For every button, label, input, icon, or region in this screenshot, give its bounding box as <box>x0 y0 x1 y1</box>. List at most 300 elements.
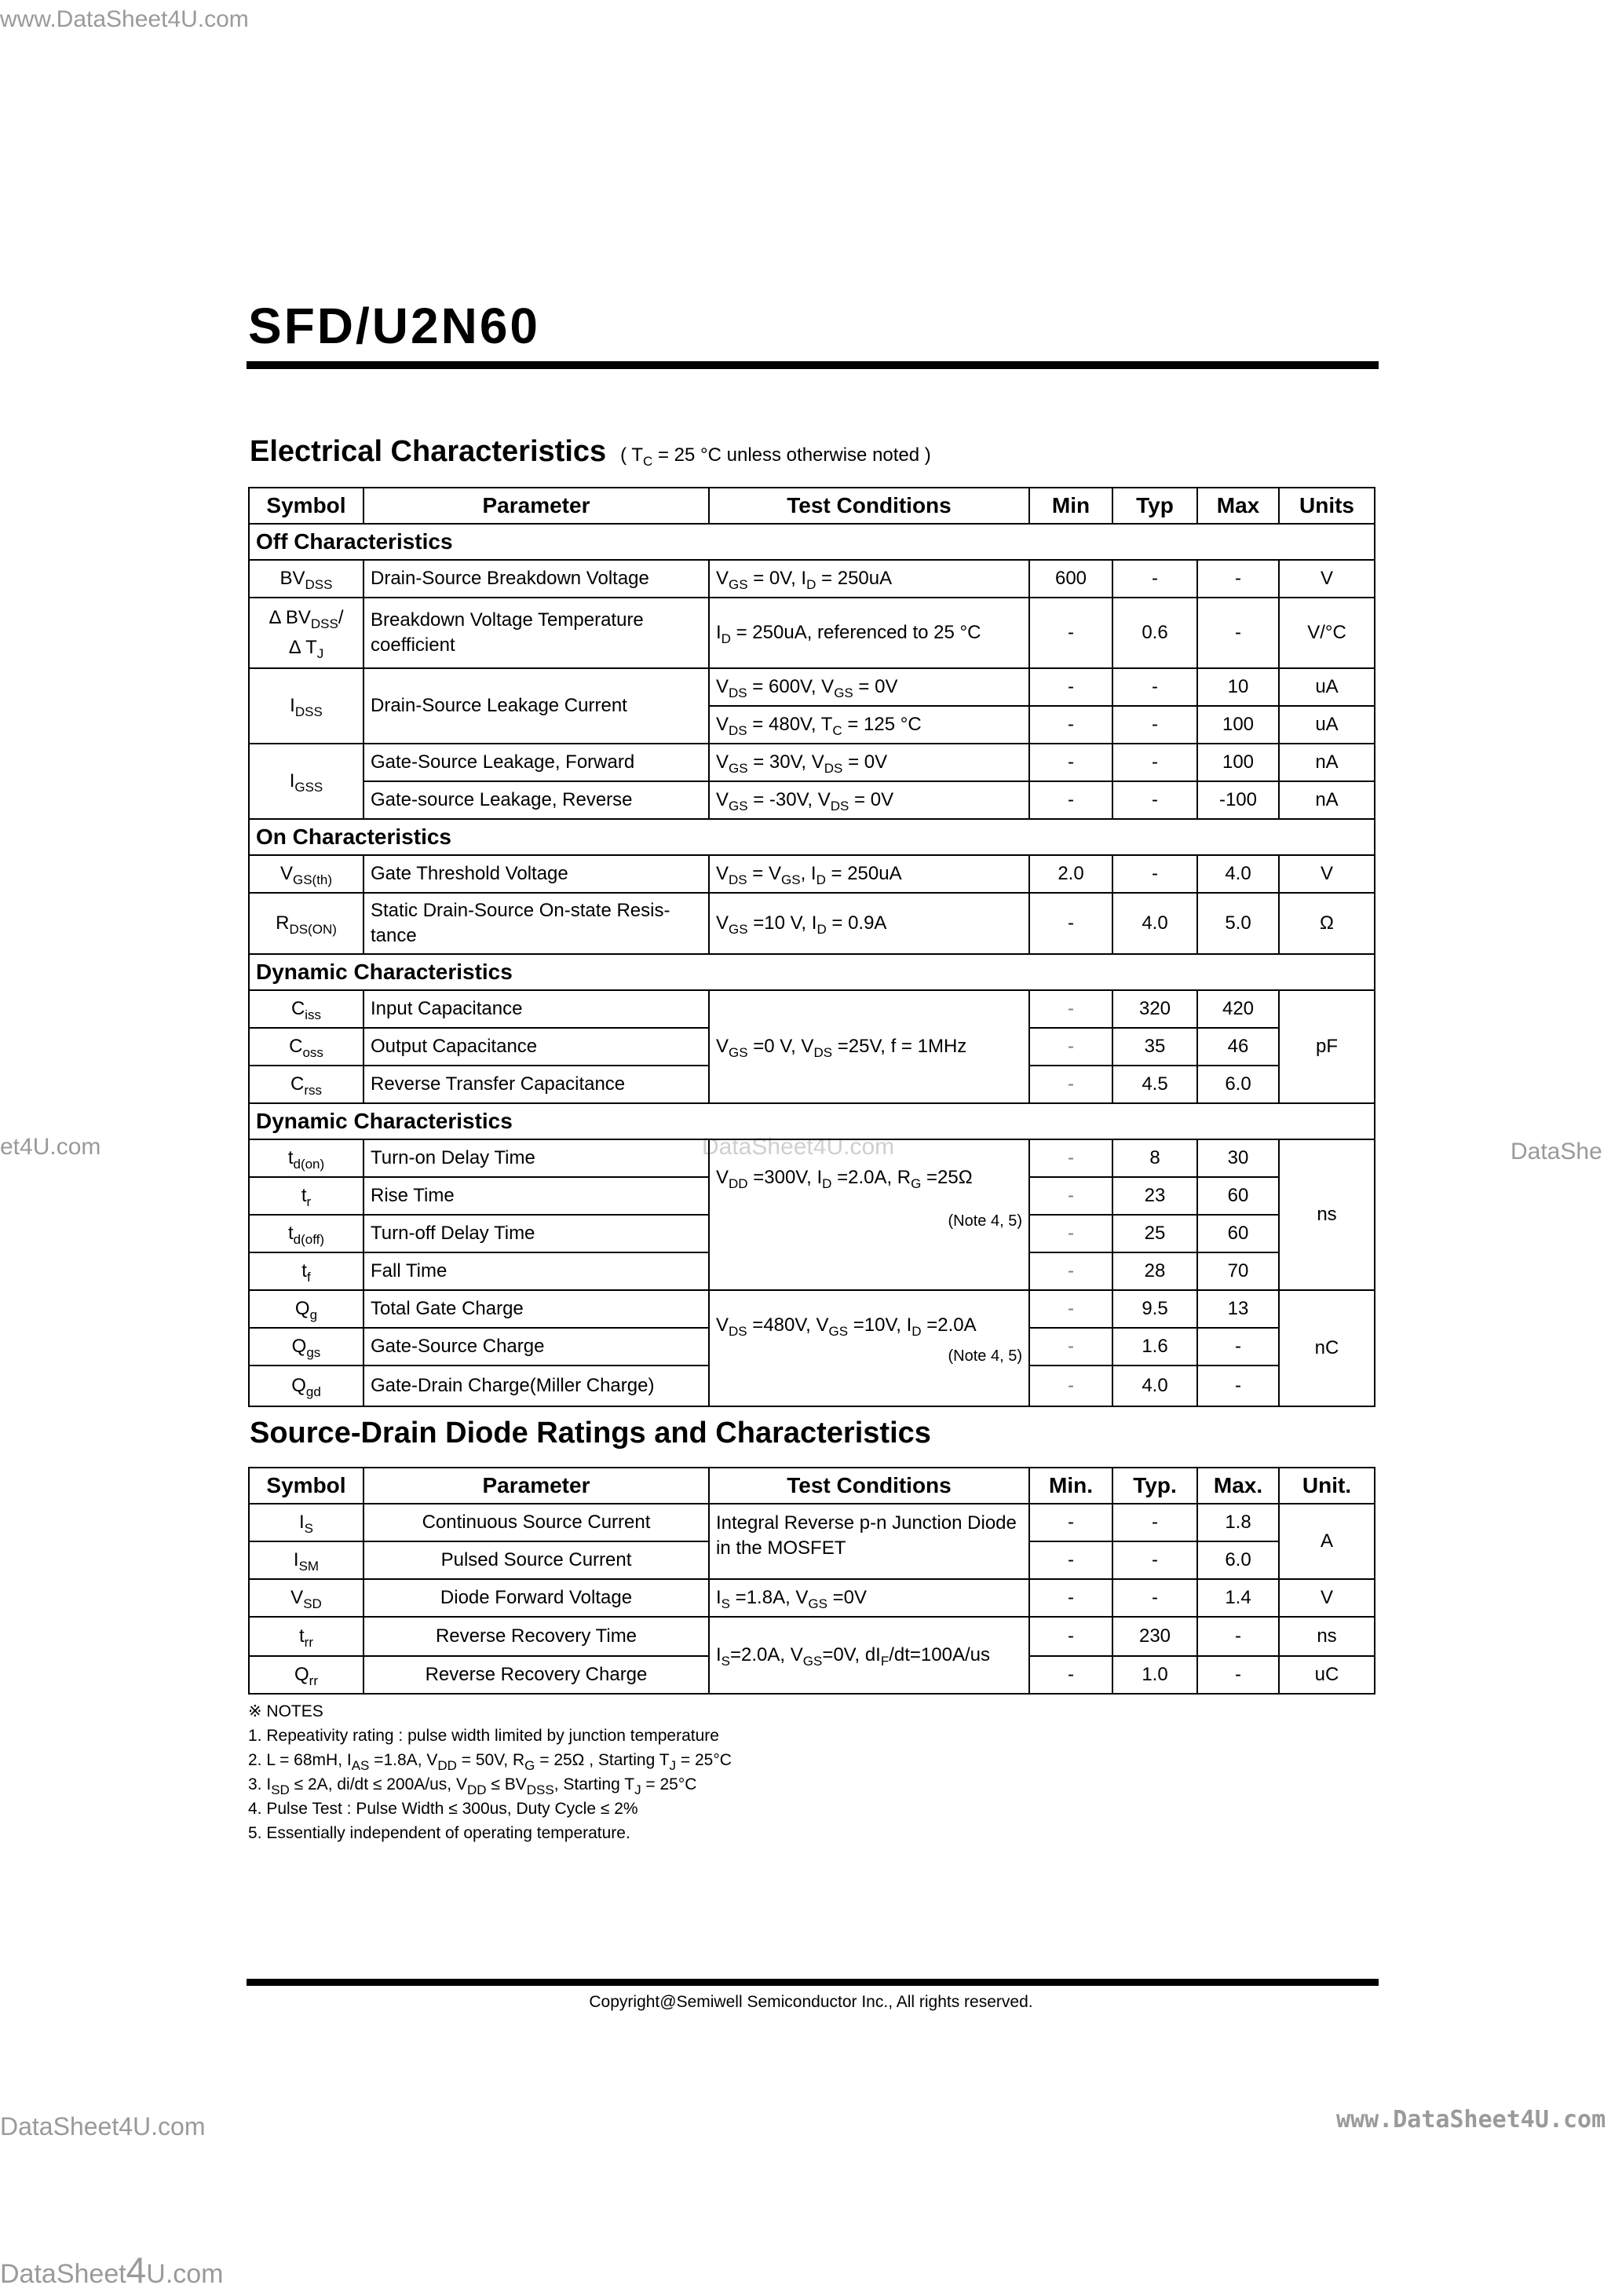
symbol-cell <box>249 1541 363 1579</box>
typ-cell: - <box>1112 668 1197 706</box>
col-min: Min. <box>1029 1468 1112 1504</box>
symbol-cell <box>249 1177 363 1215</box>
ts: DD <box>729 1176 748 1191</box>
ts: S <box>721 1596 731 1611</box>
sym-sub: oss <box>302 1045 323 1060</box>
table-row <box>249 781 1375 819</box>
sym-sub: iss <box>305 1007 322 1022</box>
ts: D <box>822 1176 832 1191</box>
sym-sub: GS(th) <box>292 872 333 887</box>
t: , Starting T <box>553 1775 635 1793</box>
col-typ: Typ <box>1112 488 1197 524</box>
electrical-table <box>248 487 1375 1407</box>
ts: DS <box>813 1045 833 1060</box>
sym-sub: d(off) <box>293 1232 325 1247</box>
t: =1.8A, V <box>730 1587 809 1608</box>
unit-cell: uA <box>1279 706 1375 744</box>
symbol-cell <box>249 1066 363 1103</box>
typ-cell: - <box>1112 560 1197 598</box>
t: I <box>716 1587 721 1608</box>
ts: DS <box>729 1324 747 1339</box>
test-cell <box>709 1579 1029 1617</box>
ts: C <box>832 723 842 738</box>
sym: I <box>293 1549 299 1570</box>
sym: t <box>301 1185 307 1206</box>
typ-cell: - <box>1112 781 1197 819</box>
max-cell: 100 <box>1197 706 1279 744</box>
t: =0 V, V <box>747 1036 814 1057</box>
notes-block <box>248 1699 732 1845</box>
sym: Q <box>291 1336 307 1357</box>
typ-cell: 230 <box>1112 1617 1197 1656</box>
t: 3. I <box>248 1775 272 1793</box>
table-row <box>249 1504 1375 1541</box>
min-cell: - <box>1029 1290 1112 1328</box>
test-cell: Integral Reverse p-n Junction Diode in the MOSFET <box>709 1504 1029 1579</box>
sym: R <box>276 912 290 934</box>
t: ≤ BV <box>486 1775 527 1793</box>
typ-cell: - <box>1112 706 1197 744</box>
col-max: Max <box>1197 488 1279 524</box>
symbol-cell <box>249 1028 363 1066</box>
t: I <box>716 622 721 643</box>
max-cell: 1.4 <box>1197 1579 1279 1617</box>
sym: Δ BV <box>269 607 311 628</box>
max-cell: - <box>1197 1656 1279 1694</box>
max-cell: 6.0 <box>1197 1541 1279 1579</box>
max-cell: - <box>1197 1617 1279 1656</box>
typ-cell: - <box>1112 1504 1197 1541</box>
t: = 125 °C <box>842 714 922 735</box>
test-cell <box>709 744 1029 781</box>
symbol-cell <box>249 1656 363 1694</box>
note-ref: (Note 4, 5) <box>948 1347 1022 1365</box>
param-cell: Gate-Drain Charge(Miller Charge) <box>363 1366 709 1406</box>
table-header-row <box>249 1468 1375 1504</box>
test-cell <box>709 668 1029 706</box>
ts: GS <box>802 1654 823 1669</box>
max-cell: 5.0 <box>1197 893 1279 954</box>
symbol-cell <box>249 1290 363 1328</box>
param-cell: Continuous Source Current <box>363 1504 709 1541</box>
col-parameter: Parameter <box>363 488 709 524</box>
t: V <box>716 751 729 773</box>
sym: V <box>279 863 293 884</box>
t: = 0V <box>849 789 894 810</box>
sym: I <box>298 1512 305 1533</box>
ts: G <box>524 1758 535 1773</box>
t: = 250uA, referenced to 25 °C <box>730 622 981 643</box>
sym-sub: SD <box>303 1596 322 1611</box>
t: V <box>716 568 729 589</box>
section-dynamic-1: Dynamic Characteristics <box>249 954 1375 990</box>
min-cell: - <box>1029 668 1112 706</box>
test-cell <box>709 560 1029 598</box>
t: =10V, I <box>848 1314 912 1336</box>
param-cell: Reverse Recovery Charge <box>363 1656 709 1694</box>
watermark-bottom-left: DataSheet4U.com <box>0 2112 206 2141</box>
col-typ: Typ. <box>1112 1468 1197 1504</box>
ts: D <box>911 1324 922 1339</box>
t: 2. L = 68mH, I <box>248 1751 352 1769</box>
symbol-cell <box>249 990 363 1028</box>
min-cell: - <box>1029 598 1112 668</box>
param-cell: Breakdown Voltage Temperature coefficient <box>363 598 709 668</box>
ts: GS <box>729 1045 748 1060</box>
unit-cell: Ω <box>1279 893 1375 954</box>
min-cell: - <box>1029 706 1112 744</box>
typ-cell: 4.0 <box>1112 1366 1197 1406</box>
watermark-mid-right: DataShe <box>1511 1139 1602 1164</box>
sym: Δ T <box>288 637 317 658</box>
typ-cell: 23 <box>1112 1177 1197 1215</box>
max-cell: 70 <box>1197 1252 1279 1290</box>
note-2 <box>248 1748 732 1772</box>
min-cell: - <box>1029 1177 1112 1215</box>
min-cell: - <box>1029 1066 1112 1103</box>
watermark-mid-left: et4U.com <box>0 1134 101 1160</box>
typ-cell: 35 <box>1112 1028 1197 1066</box>
max-cell: - <box>1197 1328 1279 1366</box>
unit-cell: nA <box>1279 744 1375 781</box>
table-row <box>249 744 1375 781</box>
t: = 0.9A <box>826 912 887 934</box>
param-cell: Gate Threshold Voltage <box>363 855 709 893</box>
max-cell: 420 <box>1197 990 1279 1028</box>
ts: D <box>816 922 827 937</box>
part-title: SFD/U2N60 <box>248 298 540 354</box>
typ-cell: 4.0 <box>1112 893 1197 954</box>
sym: C <box>290 998 305 1019</box>
typ-cell: - <box>1112 855 1197 893</box>
test-cell <box>709 1617 1029 1694</box>
typ-cell: 25 <box>1112 1215 1197 1252</box>
watermark-footer-b: 4 <box>126 2250 147 2291</box>
param-cell: Gate-Source Charge <box>363 1328 709 1366</box>
param-cell: Drain-Source Leakage Current <box>363 668 709 744</box>
symbol-cell <box>249 1579 363 1617</box>
t: =300V, I <box>747 1167 823 1188</box>
t: = 25°C <box>676 1751 732 1769</box>
typ-cell: - <box>1112 1541 1197 1579</box>
test-cell <box>709 990 1029 1103</box>
max-cell: 30 <box>1197 1139 1279 1177</box>
t: V <box>716 863 729 884</box>
sym-sub: S <box>304 1521 313 1536</box>
ts: DD <box>466 1782 487 1797</box>
typ-cell: 4.5 <box>1112 1066 1197 1103</box>
sym: t <box>287 1223 294 1244</box>
ts: F <box>880 1654 890 1669</box>
min-cell: 2.0 <box>1029 855 1112 893</box>
param-cell: Turn-off Delay Time <box>363 1215 709 1252</box>
t: , I <box>800 863 816 884</box>
section-dynamic-2: Dynamic Characteristics <box>249 1103 1375 1139</box>
symbol-cell <box>249 893 363 954</box>
ts: DD <box>437 1758 457 1773</box>
min-cell: - <box>1029 1366 1112 1406</box>
ts: S <box>721 1654 731 1669</box>
symbol-cell <box>249 1328 363 1366</box>
table-row <box>249 893 1375 954</box>
unit-cell: uA <box>1279 668 1375 706</box>
elec-heading <box>250 435 931 469</box>
sym-sub: J <box>316 646 324 661</box>
ts: GS <box>729 577 748 592</box>
ts: AS <box>351 1758 370 1773</box>
typ-cell: 28 <box>1112 1252 1197 1290</box>
t: = 50V, R <box>456 1751 525 1769</box>
sym-sub: gs <box>306 1345 321 1360</box>
t: V <box>716 1314 729 1336</box>
max-cell: 13 <box>1197 1290 1279 1328</box>
t: =25V, f = 1MHz <box>832 1036 967 1057</box>
t: V <box>716 789 729 810</box>
note-1: 1. Repeativity rating : pulse width limited by junction temperature <box>248 1727 719 1745</box>
max-cell: - <box>1197 598 1279 668</box>
t: =0V, dI <box>822 1644 881 1665</box>
sym: t <box>287 1147 294 1168</box>
t: ≤ 2A, di/dt ≤ 200A/us, V <box>289 1775 467 1793</box>
t: = 250uA <box>825 863 902 884</box>
section-on: On Characteristics <box>249 819 1375 855</box>
sym-sub: DS(ON) <box>289 922 337 937</box>
symbol-cell <box>249 1504 363 1541</box>
t: =25Ω <box>921 1167 973 1188</box>
test-cell <box>709 1139 1029 1290</box>
symbol-cell <box>249 744 363 819</box>
t: = 0V <box>853 676 898 697</box>
t: =0V <box>827 1587 868 1608</box>
unit-cell: uC <box>1279 1656 1375 1694</box>
note-4: 4. Pulse Test : Pulse Width ≤ 300us, Duty Cycle ≤ 2% <box>248 1800 638 1818</box>
ts: DS <box>824 761 843 776</box>
col-parameter: Parameter <box>363 1468 709 1504</box>
cond-b: = 25 °C unless otherwise noted ) <box>652 444 931 466</box>
table-row <box>249 1579 1375 1617</box>
sym: BV <box>279 568 305 589</box>
sym: V <box>290 1587 304 1608</box>
max-cell: - <box>1197 1366 1279 1406</box>
table-row <box>249 855 1375 893</box>
t: =10 V, I <box>747 912 817 934</box>
typ-cell: 9.5 <box>1112 1290 1197 1328</box>
col-test: Test Conditions <box>709 1468 1029 1504</box>
ts: GS <box>834 686 853 700</box>
elec-condition <box>620 444 931 469</box>
sym: I <box>289 770 295 792</box>
t: V <box>716 714 729 735</box>
sym: I <box>290 695 295 716</box>
watermark-footer-a: DataSheet <box>0 2259 126 2289</box>
max-cell: 4.0 <box>1197 855 1279 893</box>
ts: G <box>911 1176 922 1191</box>
sym: Q <box>294 1298 310 1319</box>
watermark-mid-center: DataSheet4U.com <box>702 1134 895 1160</box>
table-header-row <box>249 488 1375 524</box>
sym-sub: d(on) <box>293 1157 325 1172</box>
symbol-cell <box>249 668 363 744</box>
param-cell: Pulsed Source Current <box>363 1541 709 1579</box>
t: =2.0A <box>921 1314 977 1336</box>
sym: C <box>289 1036 303 1057</box>
sym-sub: rr <box>304 1635 313 1650</box>
symbol-cell <box>249 598 363 668</box>
cond-sub: C <box>643 454 653 469</box>
sym-sub: g <box>309 1307 318 1322</box>
ts: DS <box>729 686 747 700</box>
ts: GS <box>828 1324 849 1339</box>
ts: SD <box>271 1782 290 1797</box>
unit-cell: V/°C <box>1279 598 1375 668</box>
sym-sub: gd <box>305 1384 321 1399</box>
param-cell: Diode Forward Voltage <box>363 1579 709 1617</box>
sym-sub: DSS <box>305 577 333 592</box>
t: = 600V, V <box>747 676 835 697</box>
notes-header: ※ NOTES <box>248 1702 323 1720</box>
min-cell: - <box>1029 1252 1112 1290</box>
param-cell: Turn-on Delay Time <box>363 1139 709 1177</box>
param-cell: Gate-source Leakage, Reverse <box>363 781 709 819</box>
param-cell: Input Capacitance <box>363 990 709 1028</box>
sym-sub: DSS <box>310 616 338 631</box>
param-cell: Drain-Source Breakdown Voltage <box>363 560 709 598</box>
watermark-bottom-right: www.DataSheet4U.com <box>1336 2106 1606 2133</box>
max-cell: 100 <box>1197 744 1279 781</box>
test-cell <box>709 893 1029 954</box>
t: = 0V <box>842 751 888 773</box>
table-row <box>249 598 1375 668</box>
symbol-cell <box>249 560 363 598</box>
table-row <box>249 668 1375 706</box>
t: V <box>716 676 729 697</box>
col-symbol: Symbol <box>249 488 363 524</box>
unit-cell: ns <box>1279 1617 1375 1656</box>
max-cell: -100 <box>1197 781 1279 819</box>
ts: J <box>669 1758 677 1773</box>
t: = 250uA <box>816 568 893 589</box>
unit-cell: pF <box>1279 990 1375 1103</box>
max-cell: 6.0 <box>1197 1066 1279 1103</box>
min-cell: - <box>1029 1215 1112 1252</box>
title-rule <box>247 361 1379 369</box>
typ-cell: - <box>1112 1579 1197 1617</box>
t: = V <box>747 863 781 884</box>
t: = -30V, V <box>747 789 831 810</box>
footer-rule <box>247 1979 1379 1986</box>
max-cell: 60 <box>1197 1177 1279 1215</box>
symbol-cell <box>249 855 363 893</box>
sym: / <box>338 607 344 628</box>
t: V <box>716 1167 729 1188</box>
unit-cell: V <box>1279 855 1375 893</box>
t: V <box>716 912 729 934</box>
min-cell: - <box>1029 781 1112 819</box>
col-units: Unit. <box>1279 1468 1375 1504</box>
sym-sub: r <box>306 1194 312 1209</box>
typ-cell: 0.6 <box>1112 598 1197 668</box>
t: = 30V, V <box>747 751 824 773</box>
test-cell <box>709 706 1029 744</box>
t: /dt=100A/us <box>889 1644 990 1665</box>
param-cell: Static Drain-Source On-state Resis-tance <box>363 893 709 954</box>
note-3 <box>248 1772 732 1797</box>
symbol-cell <box>249 1617 363 1656</box>
section-off: Off Characteristics <box>249 524 1375 560</box>
typ-cell: 1.0 <box>1112 1656 1197 1694</box>
max-cell: 10 <box>1197 668 1279 706</box>
min-cell: - <box>1029 1328 1112 1366</box>
param-cell: Fall Time <box>363 1252 709 1290</box>
t: =2.0A, V <box>730 1644 803 1665</box>
table-row <box>249 1139 1375 1177</box>
diode-heading: Source-Drain Diode Ratings and Characteristics <box>250 1417 931 1450</box>
max-cell: 1.8 <box>1197 1504 1279 1541</box>
t: =480V, V <box>747 1314 829 1336</box>
test-cell <box>709 855 1029 893</box>
unit-cell: A <box>1279 1504 1375 1579</box>
t: = 480V, T <box>747 714 833 735</box>
t: V <box>716 1036 729 1057</box>
table-row <box>249 1290 1375 1328</box>
sym-sub: rr <box>309 1673 318 1688</box>
sym: t <box>301 1260 307 1281</box>
note-ref: (Note 4, 5) <box>948 1212 1022 1230</box>
sym-sub: GSS <box>294 780 323 795</box>
symbol-cell <box>249 1366 363 1406</box>
typ-cell: 320 <box>1112 990 1197 1028</box>
test-cell <box>709 781 1029 819</box>
cond-a: ( T <box>620 444 644 466</box>
param-cell: Reverse Recovery Time <box>363 1617 709 1656</box>
ts: DSS <box>526 1782 554 1797</box>
typ-cell: - <box>1112 744 1197 781</box>
sym: Q <box>294 1664 309 1685</box>
typ-cell: 8 <box>1112 1139 1197 1177</box>
ts: D <box>721 631 731 646</box>
min-cell: - <box>1029 1541 1112 1579</box>
unit-cell: V <box>1279 1579 1375 1617</box>
watermark-top-left: www.DataSheet4U.com <box>0 6 249 32</box>
col-test: Test Conditions <box>709 488 1029 524</box>
sym-sub: rss <box>304 1083 322 1098</box>
symbol-cell <box>249 1215 363 1252</box>
param-cell: Gate-Source Leakage, Forward <box>363 744 709 781</box>
sym-sub: DSS <box>294 704 323 719</box>
test-cell <box>709 598 1029 668</box>
unit-cell: ns <box>1279 1139 1375 1290</box>
t: I <box>716 1644 721 1665</box>
unit-cell: nC <box>1279 1290 1375 1406</box>
watermark-footer-left <box>0 2249 224 2291</box>
min-cell: - <box>1029 1028 1112 1066</box>
unit-cell: V <box>1279 560 1375 598</box>
max-cell: 60 <box>1197 1215 1279 1252</box>
sym: Q <box>291 1375 306 1396</box>
ts: DS <box>729 872 747 887</box>
ts: GS <box>729 922 748 937</box>
param-cell: Reverse Transfer Capacitance <box>363 1066 709 1103</box>
sym: C <box>290 1073 305 1095</box>
ts: J <box>634 1782 641 1797</box>
elec-heading-text: Electrical Characteristics <box>250 435 607 468</box>
test-cell <box>709 1290 1029 1406</box>
diode-table <box>248 1467 1375 1695</box>
param-cell: Output Capacitance <box>363 1028 709 1066</box>
watermark-footer-c: U.com <box>146 2259 224 2289</box>
col-min: Min <box>1029 488 1112 524</box>
min-cell: - <box>1029 990 1112 1028</box>
